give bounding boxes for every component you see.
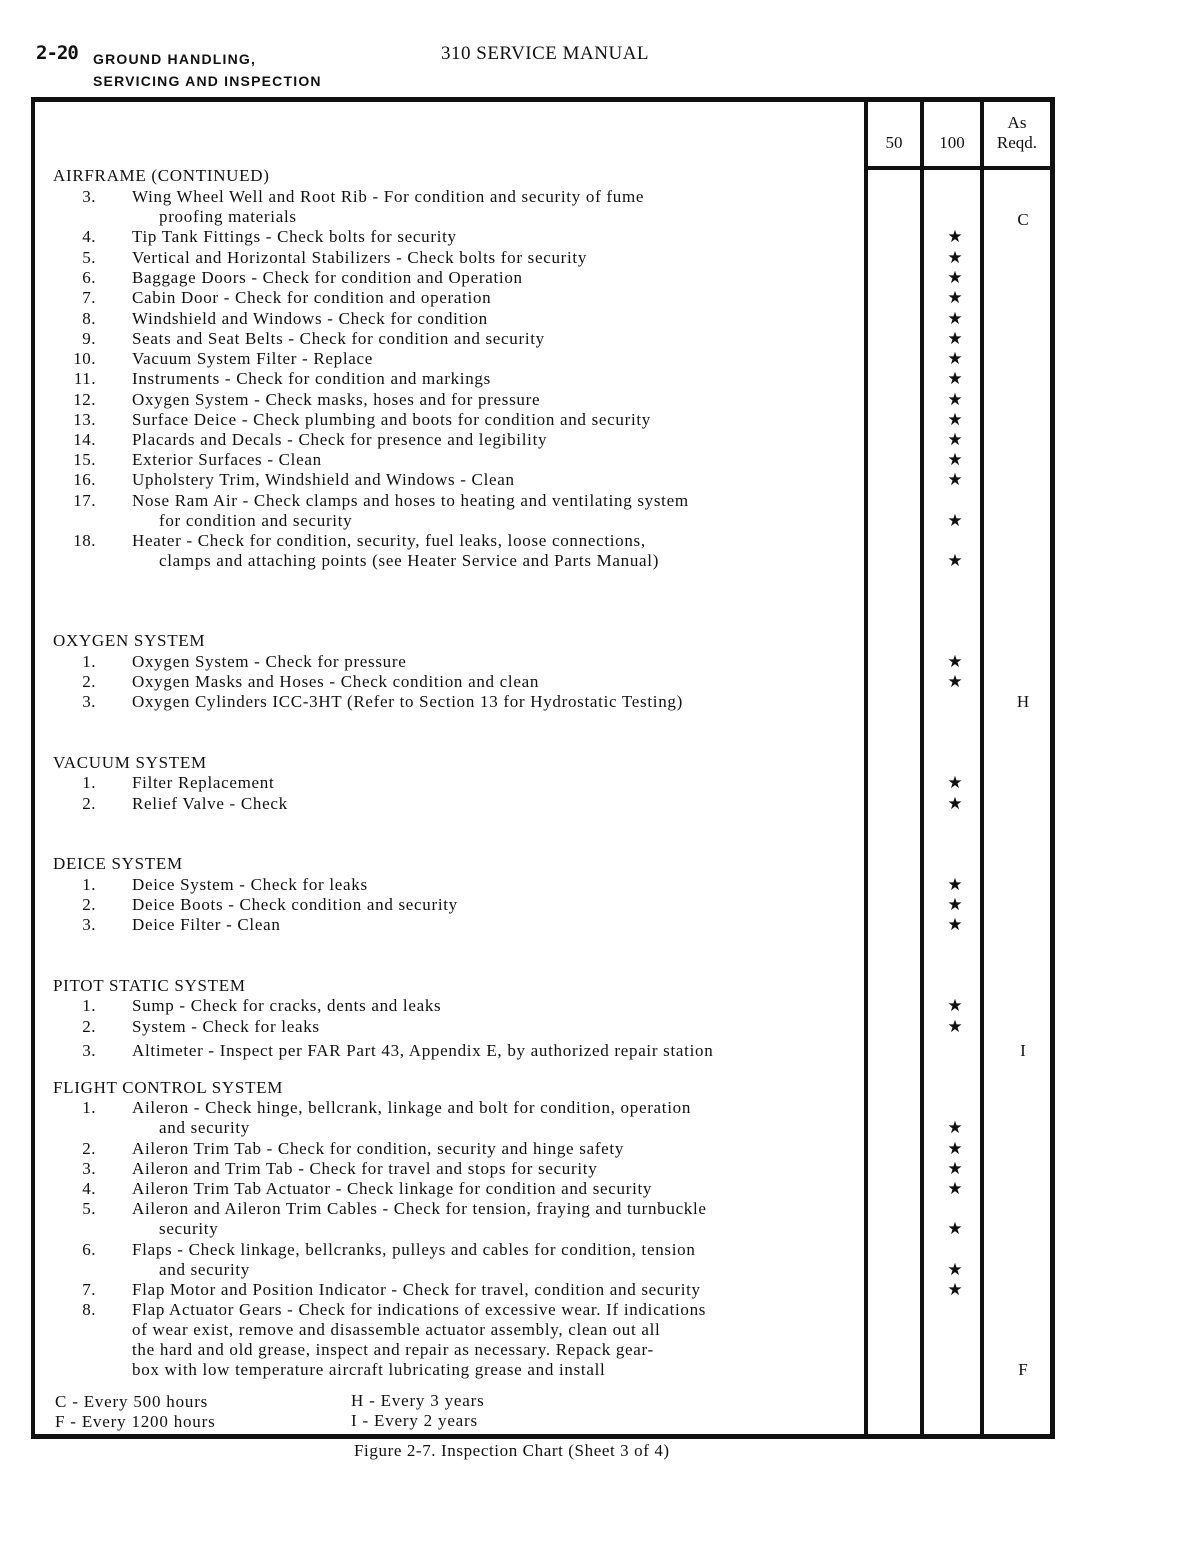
item-text: Windshield and Windows - Check for condition [132,309,488,328]
item-text: clamps and attaching points (see Heater Service and Parts Manual) [159,551,660,570]
item-text: Filter Replacement [132,773,275,792]
section-title: AIRFRAME (CONTINUED) [53,166,270,185]
interval-100-star-icon: ★ [947,349,963,369]
legend-i: I - Every 2 years [351,1411,478,1430]
interval-100-star-icon: ★ [947,450,963,470]
item-number: 2. [82,794,96,813]
interval-100-star-icon: ★ [947,1280,963,1300]
item-number: 1. [82,1098,96,1117]
interval-100-star-icon: ★ [947,369,963,389]
item-number: 3. [82,1041,96,1060]
section-heading-line1: GROUND HANDLING, [93,51,257,67]
item-text: Exterior Surfaces - Clean [132,450,322,469]
item-text: Upholstery Trim, Windshield and Windows - Clean [132,470,515,489]
item-text: security [159,1219,219,1238]
item-number: 3. [82,187,96,206]
interval-100-star-icon: ★ [947,875,963,895]
interval-100-star-icon: ★ [947,268,963,288]
interval-100-star-icon: ★ [947,309,963,329]
item-number: 7. [82,288,96,307]
interval-100-star-icon: ★ [947,915,963,935]
column-divider [980,102,984,1434]
item-text: Relief Valve - Check [132,794,288,813]
item-number: 1. [82,652,96,671]
item-number: 1. [82,875,96,894]
column-header-50: 50 [885,133,903,152]
item-number: 3. [82,1159,96,1178]
interval-100-star-icon: ★ [947,1118,963,1138]
item-text: Vertical and Horizontal Stabilizers - Check bolts for security [132,248,588,267]
item-text: Deice Filter - Clean [132,915,281,934]
item-text: System - Check for leaks [132,1017,320,1036]
item-text: Oxygen Cylinders ICC-3HT (Refer to Section 13 for Hydrostatic Testing) [132,692,683,711]
item-number: 1. [82,996,96,1015]
section-title: PITOT STATIC SYSTEM [53,976,246,995]
section-title: DEICE SYSTEM [53,854,183,873]
item-text: Aileron - Check hinge, bellcrank, linkage and bolt for condition, operation [132,1098,692,1117]
page-number: 2-20 [36,42,78,64]
column-divider [864,102,868,1434]
item-text: Flap Motor and Position Indicator - Check for travel, condition and security [132,1280,701,1299]
item-text: Deice Boots - Check condition and security [132,895,458,914]
column-header-as-reqd-line2: Reqd. [996,133,1038,152]
item-text: Altimeter - Inspect per FAR Part 43, Appendix E, by authorized repair station [132,1041,714,1060]
interval-100-star-icon: ★ [947,1179,963,1199]
item-text: Placards and Decals - Check for presence and legibility [132,430,548,449]
interval-100-star-icon: ★ [947,551,963,571]
column-header-as-reqd [984,113,1050,153]
item-text: Oxygen System - Check for pressure [132,652,407,671]
header-divider [868,166,1050,170]
item-text: Aileron Trim Tab Actuator - Check linkage for condition and security [132,1179,653,1198]
item-number: 4. [82,1179,96,1198]
item-number: 15. [73,450,96,469]
interval-100-star-icon: ★ [947,1260,963,1280]
interval-100-star-icon: ★ [947,248,963,268]
item-text: Seats and Seat Belts - Check for condition and security [132,329,545,348]
item-number: 9. [82,329,96,348]
item-number: 5. [82,248,96,267]
item-number: 1. [82,773,96,792]
item-text: of wear exist, remove and disassemble actuator assembly, clean out all [132,1320,661,1339]
section-title: OXYGEN SYSTEM [53,631,206,650]
manual-title: 310 SERVICE MANUAL [441,43,650,64]
item-number: 18. [73,531,96,550]
item-text: Heater - Check for condition, security, fuel leaks, loose connections, [132,531,646,550]
interval-100-star-icon: ★ [947,288,963,308]
item-number: 3. [82,915,96,934]
item-text: Aileron and Trim Tab - Check for travel and stops for security [132,1159,598,1178]
interval-100-star-icon: ★ [947,1017,963,1037]
item-number: 17. [73,491,96,510]
item-number: 6. [82,268,96,287]
interval-100-star-icon: ★ [947,672,963,692]
item-text: Oxygen System - Check masks, hoses and for pressure [132,390,541,409]
interval-100-star-icon: ★ [947,511,963,531]
as-required-code: C [1017,210,1029,229]
item-text: Nose Ram Air - Check clamps and hoses to heating and ventilating system [132,491,689,510]
item-text: Oxygen Masks and Hoses - Check condition and clean [132,672,540,691]
item-number: 8. [82,1300,96,1319]
section-title: FLIGHT CONTROL SYSTEM [53,1078,284,1097]
item-number: 11. [73,369,96,388]
interval-100-star-icon: ★ [947,390,963,410]
interval-100-star-icon: ★ [947,996,963,1016]
as-required-code: F [1018,1360,1028,1379]
item-number: 6. [82,1240,96,1259]
item-text: Tip Tank Fittings - Check bolts for security [132,227,457,246]
interval-100-star-icon: ★ [947,470,963,490]
item-number: 13. [73,410,96,429]
item-text: Aileron Trim Tab - Check for condition, security and hinge safety [132,1139,625,1158]
column-header-100: 100 [939,133,965,152]
section-title: VACUUM SYSTEM [53,753,207,772]
interval-100-star-icon: ★ [947,430,963,450]
interval-100-star-icon: ★ [947,652,963,672]
figure-caption: Figure 2-7. Inspection Chart (Sheet 3 of 4) [354,1441,670,1460]
as-required-code: H [1016,692,1030,711]
item-number: 14. [73,430,96,449]
legend-c: C - Every 500 hours [55,1392,209,1411]
interval-100-star-icon: ★ [947,794,963,814]
section-heading [93,48,322,92]
item-text: Cabin Door - Check for condition and operation [132,288,492,307]
item-number: 12. [73,390,96,409]
item-number: 10. [73,349,96,368]
item-text: Flap Actuator Gears - Check for indications of excessive wear. If indications [132,1300,707,1319]
item-number: 2. [82,1139,96,1158]
interval-100-star-icon: ★ [947,1159,963,1179]
item-text: Instruments - Check for condition and markings [132,369,491,388]
item-number: 2. [82,895,96,914]
item-text: for condition and security [159,511,353,530]
item-number: 16. [73,470,96,489]
item-text: Deice System - Check for leaks [132,875,368,894]
item-text: box with low temperature aircraft lubricating grease and install [132,1360,606,1379]
item-text: Surface Deice - Check plumbing and boots for condition and security [132,410,651,429]
item-number: 2. [82,1017,96,1036]
item-text: Wing Wheel Well and Root Rib - For condition and security of fume [132,187,645,206]
interval-100-star-icon: ★ [947,1219,963,1239]
as-required-code: I [1020,1041,1026,1060]
legend-h: H - Every 3 years [351,1391,485,1410]
item-text: Flaps - Check linkage, bellcranks, pulleys and cables for condition, tension [132,1240,696,1259]
legend-f: F - Every 1200 hours [55,1412,216,1431]
interval-100-star-icon: ★ [947,895,963,915]
item-text: and security [159,1260,251,1279]
section-heading-line2: SERVICING AND INSPECTION [93,73,322,89]
interval-100-star-icon: ★ [947,1139,963,1159]
item-text: Baggage Doors - Check for condition and Operation [132,268,523,287]
item-text: and security [159,1118,251,1137]
item-text: Sump - Check for cracks, dents and leaks [132,996,442,1015]
interval-100-star-icon: ★ [947,329,963,349]
item-number: 3. [82,692,96,711]
item-number: 2. [82,672,96,691]
item-number: 7. [82,1280,96,1299]
item-text: Aileron and Aileron Trim Cables - Check for tension, fraying and turnbuckle [132,1199,707,1218]
item-number: 8. [82,309,96,328]
column-header-as-reqd-line1: As [1007,113,1027,132]
interval-100-star-icon: ★ [947,773,963,793]
column-divider [920,102,924,1434]
interval-100-star-icon: ★ [947,410,963,430]
item-number: 4. [82,227,96,246]
item-text: Vacuum System Filter - Replace [132,349,374,368]
item-number: 5. [82,1199,96,1218]
interval-100-star-icon: ★ [947,227,963,247]
item-text: proofing materials [159,207,297,226]
item-text: the hard and old grease, inspect and repair as necessary. Repack gear- [132,1340,654,1359]
